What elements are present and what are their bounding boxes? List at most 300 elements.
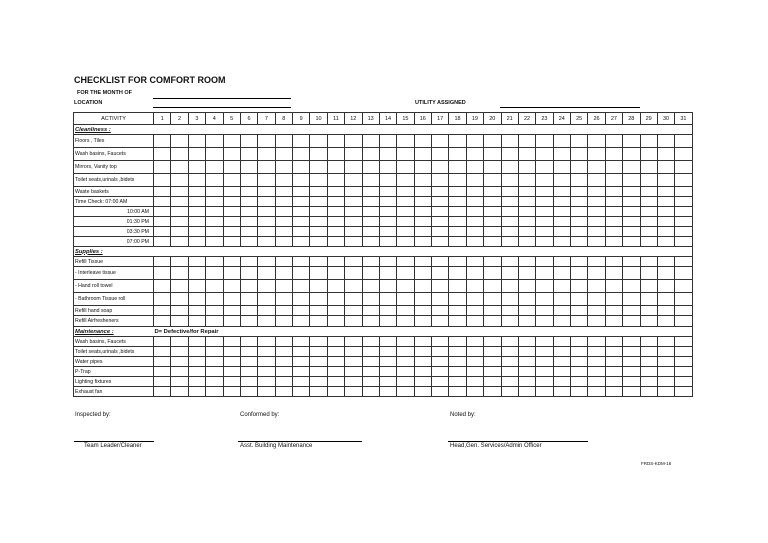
check-cell[interactable]	[379, 161, 396, 174]
check-cell[interactable]	[310, 280, 327, 293]
check-cell[interactable]	[379, 357, 396, 367]
check-cell[interactable]	[623, 187, 640, 197]
check-cell[interactable]	[275, 387, 292, 397]
check-cell[interactable]	[327, 316, 344, 327]
check-cell[interactable]	[414, 293, 431, 306]
check-cell[interactable]	[501, 387, 518, 397]
check-cell[interactable]	[675, 357, 692, 367]
check-cell[interactable]	[501, 187, 518, 197]
check-cell[interactable]	[188, 227, 205, 237]
check-cell[interactable]	[466, 387, 483, 397]
check-cell[interactable]	[466, 280, 483, 293]
check-cell[interactable]	[640, 293, 657, 306]
check-cell[interactable]	[536, 227, 553, 237]
check-cell[interactable]	[240, 316, 257, 327]
check-cell[interactable]	[188, 316, 205, 327]
check-cell[interactable]	[449, 337, 466, 347]
check-cell[interactable]	[275, 337, 292, 347]
check-cell[interactable]	[240, 337, 257, 347]
check-cell[interactable]	[258, 237, 275, 247]
check-cell[interactable]	[258, 197, 275, 207]
check-cell[interactable]	[223, 387, 240, 397]
check-cell[interactable]	[623, 148, 640, 161]
check-cell[interactable]	[258, 187, 275, 197]
check-cell[interactable]	[154, 257, 171, 267]
check-cell[interactable]	[345, 135, 362, 148]
check-cell[interactable]	[605, 337, 622, 347]
check-cell[interactable]	[501, 357, 518, 367]
check-cell[interactable]	[293, 293, 310, 306]
check-cell[interactable]	[466, 161, 483, 174]
check-cell[interactable]	[657, 367, 674, 377]
check-cell[interactable]	[414, 337, 431, 347]
check-cell[interactable]	[258, 377, 275, 387]
check-cell[interactable]	[605, 237, 622, 247]
check-cell[interactable]	[553, 316, 570, 327]
check-cell[interactable]	[310, 187, 327, 197]
check-cell[interactable]	[240, 377, 257, 387]
check-cell[interactable]	[588, 347, 605, 357]
check-cell[interactable]	[657, 377, 674, 387]
check-cell[interactable]	[449, 217, 466, 227]
check-cell[interactable]	[397, 148, 414, 161]
check-cell[interactable]	[414, 387, 431, 397]
check-cell[interactable]	[397, 207, 414, 217]
check-cell[interactable]	[501, 257, 518, 267]
check-cell[interactable]	[501, 337, 518, 347]
check-cell[interactable]	[553, 161, 570, 174]
check-cell[interactable]	[258, 280, 275, 293]
check-cell[interactable]	[449, 227, 466, 237]
check-cell[interactable]	[223, 217, 240, 227]
check-cell[interactable]	[432, 306, 449, 316]
check-cell[interactable]	[675, 280, 692, 293]
check-cell[interactable]	[206, 387, 223, 397]
check-cell[interactable]	[379, 197, 396, 207]
check-cell[interactable]	[345, 148, 362, 161]
check-cell[interactable]	[223, 207, 240, 217]
check-cell[interactable]	[640, 227, 657, 237]
check-cell[interactable]	[640, 217, 657, 227]
check-cell[interactable]	[171, 387, 188, 397]
check-cell[interactable]	[623, 207, 640, 217]
check-cell[interactable]	[171, 377, 188, 387]
check-cell[interactable]	[553, 337, 570, 347]
check-cell[interactable]	[449, 207, 466, 217]
check-cell[interactable]	[553, 306, 570, 316]
check-cell[interactable]	[466, 357, 483, 367]
check-cell[interactable]	[258, 257, 275, 267]
check-cell[interactable]	[675, 257, 692, 267]
check-cell[interactable]	[258, 347, 275, 357]
check-cell[interactable]	[623, 377, 640, 387]
check-cell[interactable]	[188, 257, 205, 267]
check-cell[interactable]	[553, 237, 570, 247]
check-cell[interactable]	[293, 357, 310, 367]
check-cell[interactable]	[345, 306, 362, 316]
check-cell[interactable]	[484, 387, 501, 397]
check-cell[interactable]	[640, 347, 657, 357]
check-cell[interactable]	[171, 148, 188, 161]
check-cell[interactable]	[484, 357, 501, 367]
check-cell[interactable]	[675, 174, 692, 187]
check-cell[interactable]	[379, 237, 396, 247]
check-cell[interactable]	[501, 148, 518, 161]
check-cell[interactable]	[640, 367, 657, 377]
check-cell[interactable]	[345, 377, 362, 387]
check-cell[interactable]	[536, 197, 553, 207]
check-cell[interactable]	[466, 135, 483, 148]
check-cell[interactable]	[657, 267, 674, 280]
check-cell[interactable]	[466, 237, 483, 247]
check-cell[interactable]	[275, 237, 292, 247]
check-cell[interactable]	[171, 197, 188, 207]
check-cell[interactable]	[379, 306, 396, 316]
check-cell[interactable]	[571, 306, 588, 316]
check-cell[interactable]	[518, 207, 535, 217]
check-cell[interactable]	[484, 337, 501, 347]
check-cell[interactable]	[188, 174, 205, 187]
check-cell[interactable]	[223, 357, 240, 367]
check-cell[interactable]	[206, 227, 223, 237]
check-cell[interactable]	[258, 217, 275, 227]
check-cell[interactable]	[379, 293, 396, 306]
check-cell[interactable]	[223, 293, 240, 306]
check-cell[interactable]	[553, 197, 570, 207]
check-cell[interactable]	[414, 135, 431, 148]
check-cell[interactable]	[362, 257, 379, 267]
check-cell[interactable]	[571, 187, 588, 197]
check-cell[interactable]	[258, 293, 275, 306]
check-cell[interactable]	[536, 306, 553, 316]
check-cell[interactable]	[588, 306, 605, 316]
check-cell[interactable]	[397, 257, 414, 267]
check-cell[interactable]	[414, 197, 431, 207]
check-cell[interactable]	[223, 306, 240, 316]
check-cell[interactable]	[449, 293, 466, 306]
check-cell[interactable]	[432, 187, 449, 197]
check-cell[interactable]	[293, 316, 310, 327]
check-cell[interactable]	[466, 367, 483, 377]
check-cell[interactable]	[188, 148, 205, 161]
check-cell[interactable]	[223, 148, 240, 161]
check-cell[interactable]	[657, 237, 674, 247]
check-cell[interactable]	[379, 217, 396, 227]
check-cell[interactable]	[432, 161, 449, 174]
check-cell[interactable]	[466, 293, 483, 306]
check-cell[interactable]	[449, 367, 466, 377]
check-cell[interactable]	[171, 217, 188, 227]
check-cell[interactable]	[154, 293, 171, 306]
check-cell[interactable]	[379, 207, 396, 217]
check-cell[interactable]	[414, 174, 431, 187]
check-cell[interactable]	[640, 161, 657, 174]
check-cell[interactable]	[310, 367, 327, 377]
check-cell[interactable]	[623, 347, 640, 357]
check-cell[interactable]	[571, 337, 588, 347]
check-cell[interactable]	[432, 267, 449, 280]
check-cell[interactable]	[675, 161, 692, 174]
check-cell[interactable]	[327, 306, 344, 316]
check-cell[interactable]	[379, 347, 396, 357]
check-cell[interactable]	[154, 306, 171, 316]
check-cell[interactable]	[571, 367, 588, 377]
check-cell[interactable]	[571, 237, 588, 247]
check-cell[interactable]	[484, 135, 501, 148]
check-cell[interactable]	[240, 267, 257, 280]
check-cell[interactable]	[571, 174, 588, 187]
check-cell[interactable]	[501, 347, 518, 357]
check-cell[interactable]	[275, 174, 292, 187]
check-cell[interactable]	[275, 217, 292, 227]
check-cell[interactable]	[240, 135, 257, 148]
check-cell[interactable]	[362, 217, 379, 227]
check-cell[interactable]	[553, 267, 570, 280]
check-cell[interactable]	[588, 387, 605, 397]
check-cell[interactable]	[310, 316, 327, 327]
check-cell[interactable]	[275, 227, 292, 237]
check-cell[interactable]	[345, 367, 362, 377]
check-cell[interactable]	[553, 174, 570, 187]
check-cell[interactable]	[605, 357, 622, 367]
check-cell[interactable]	[518, 306, 535, 316]
check-cell[interactable]	[206, 174, 223, 187]
check-cell[interactable]	[484, 207, 501, 217]
check-cell[interactable]	[501, 174, 518, 187]
check-cell[interactable]	[414, 377, 431, 387]
check-cell[interactable]	[293, 217, 310, 227]
check-cell[interactable]	[588, 135, 605, 148]
check-cell[interactable]	[449, 280, 466, 293]
check-cell[interactable]	[571, 207, 588, 217]
check-cell[interactable]	[640, 197, 657, 207]
check-cell[interactable]	[675, 306, 692, 316]
check-cell[interactable]	[675, 217, 692, 227]
check-cell[interactable]	[362, 387, 379, 397]
check-cell[interactable]	[432, 357, 449, 367]
check-cell[interactable]	[484, 197, 501, 207]
check-cell[interactable]	[362, 306, 379, 316]
check-cell[interactable]	[362, 227, 379, 237]
check-cell[interactable]	[657, 293, 674, 306]
check-cell[interactable]	[449, 306, 466, 316]
check-cell[interactable]	[275, 257, 292, 267]
check-cell[interactable]	[240, 280, 257, 293]
check-cell[interactable]	[414, 237, 431, 247]
check-cell[interactable]	[640, 357, 657, 367]
check-cell[interactable]	[310, 217, 327, 227]
check-cell[interactable]	[206, 237, 223, 247]
check-cell[interactable]	[206, 257, 223, 267]
check-cell[interactable]	[588, 174, 605, 187]
check-cell[interactable]	[310, 237, 327, 247]
check-cell[interactable]	[258, 174, 275, 187]
check-cell[interactable]	[154, 357, 171, 367]
check-cell[interactable]	[640, 377, 657, 387]
check-cell[interactable]	[484, 267, 501, 280]
check-cell[interactable]	[171, 316, 188, 327]
check-cell[interactable]	[588, 367, 605, 377]
check-cell[interactable]	[518, 217, 535, 227]
check-cell[interactable]	[484, 367, 501, 377]
check-cell[interactable]	[223, 227, 240, 237]
check-cell[interactable]	[293, 227, 310, 237]
check-cell[interactable]	[571, 316, 588, 327]
check-cell[interactable]	[310, 197, 327, 207]
check-cell[interactable]	[223, 135, 240, 148]
check-cell[interactable]	[171, 337, 188, 347]
check-cell[interactable]	[206, 161, 223, 174]
check-cell[interactable]	[345, 217, 362, 227]
check-cell[interactable]	[432, 293, 449, 306]
check-cell[interactable]	[518, 257, 535, 267]
check-cell[interactable]	[536, 257, 553, 267]
check-cell[interactable]	[327, 207, 344, 217]
check-cell[interactable]	[171, 293, 188, 306]
check-cell[interactable]	[623, 306, 640, 316]
check-cell[interactable]	[310, 387, 327, 397]
check-cell[interactable]	[188, 207, 205, 217]
check-cell[interactable]	[345, 257, 362, 267]
check-cell[interactable]	[240, 227, 257, 237]
check-cell[interactable]	[258, 135, 275, 148]
check-cell[interactable]	[206, 267, 223, 280]
check-cell[interactable]	[188, 267, 205, 280]
check-cell[interactable]	[171, 135, 188, 148]
check-cell[interactable]	[171, 161, 188, 174]
check-cell[interactable]	[449, 174, 466, 187]
check-cell[interactable]	[623, 174, 640, 187]
check-cell[interactable]	[518, 337, 535, 347]
check-cell[interactable]	[588, 148, 605, 161]
check-cell[interactable]	[397, 174, 414, 187]
check-cell[interactable]	[623, 257, 640, 267]
check-cell[interactable]	[345, 187, 362, 197]
check-cell[interactable]	[275, 267, 292, 280]
check-cell[interactable]	[536, 217, 553, 227]
check-cell[interactable]	[223, 174, 240, 187]
check-cell[interactable]	[362, 367, 379, 377]
check-cell[interactable]	[623, 217, 640, 227]
check-cell[interactable]	[675, 387, 692, 397]
check-cell[interactable]	[484, 280, 501, 293]
check-cell[interactable]	[188, 337, 205, 347]
check-cell[interactable]	[588, 217, 605, 227]
check-cell[interactable]	[275, 161, 292, 174]
check-cell[interactable]	[206, 148, 223, 161]
check-cell[interactable]	[571, 257, 588, 267]
check-cell[interactable]	[154, 377, 171, 387]
check-cell[interactable]	[623, 227, 640, 237]
check-cell[interactable]	[188, 367, 205, 377]
check-cell[interactable]	[571, 377, 588, 387]
check-cell[interactable]	[571, 347, 588, 357]
check-cell[interactable]	[675, 377, 692, 387]
check-cell[interactable]	[397, 135, 414, 148]
check-cell[interactable]	[605, 187, 622, 197]
check-cell[interactable]	[345, 280, 362, 293]
check-cell[interactable]	[640, 237, 657, 247]
check-cell[interactable]	[588, 207, 605, 217]
check-cell[interactable]	[327, 187, 344, 197]
check-cell[interactable]	[623, 337, 640, 347]
check-cell[interactable]	[154, 174, 171, 187]
check-cell[interactable]	[605, 377, 622, 387]
check-cell[interactable]	[449, 387, 466, 397]
check-cell[interactable]	[605, 197, 622, 207]
check-cell[interactable]	[571, 387, 588, 397]
check-cell[interactable]	[484, 293, 501, 306]
check-cell[interactable]	[466, 347, 483, 357]
check-cell[interactable]	[379, 387, 396, 397]
check-cell[interactable]	[362, 293, 379, 306]
check-cell[interactable]	[240, 207, 257, 217]
check-cell[interactable]	[657, 187, 674, 197]
check-cell[interactable]	[640, 174, 657, 187]
check-cell[interactable]	[432, 174, 449, 187]
check-cell[interactable]	[397, 187, 414, 197]
check-cell[interactable]	[206, 367, 223, 377]
check-cell[interactable]	[240, 347, 257, 357]
check-cell[interactable]	[536, 367, 553, 377]
check-cell[interactable]	[275, 347, 292, 357]
check-cell[interactable]	[518, 161, 535, 174]
check-cell[interactable]	[536, 174, 553, 187]
check-cell[interactable]	[275, 197, 292, 207]
check-cell[interactable]	[432, 227, 449, 237]
check-cell[interactable]	[293, 161, 310, 174]
check-cell[interactable]	[605, 367, 622, 377]
check-cell[interactable]	[188, 280, 205, 293]
check-cell[interactable]	[536, 337, 553, 347]
check-cell[interactable]	[414, 367, 431, 377]
check-cell[interactable]	[501, 237, 518, 247]
check-cell[interactable]	[310, 377, 327, 387]
check-cell[interactable]	[657, 135, 674, 148]
check-cell[interactable]	[518, 316, 535, 327]
check-cell[interactable]	[432, 316, 449, 327]
check-cell[interactable]	[397, 367, 414, 377]
check-cell[interactable]	[571, 293, 588, 306]
check-cell[interactable]	[362, 267, 379, 280]
check-cell[interactable]	[293, 257, 310, 267]
check-cell[interactable]	[588, 197, 605, 207]
check-cell[interactable]	[640, 187, 657, 197]
check-cell[interactable]	[571, 161, 588, 174]
check-cell[interactable]	[449, 377, 466, 387]
check-cell[interactable]	[657, 161, 674, 174]
check-cell[interactable]	[553, 367, 570, 377]
check-cell[interactable]	[675, 227, 692, 237]
check-cell[interactable]	[293, 280, 310, 293]
check-cell[interactable]	[605, 306, 622, 316]
check-cell[interactable]	[623, 135, 640, 148]
check-cell[interactable]	[240, 357, 257, 367]
check-cell[interactable]	[432, 337, 449, 347]
check-cell[interactable]	[605, 257, 622, 267]
check-cell[interactable]	[501, 161, 518, 174]
check-cell[interactable]	[345, 387, 362, 397]
check-cell[interactable]	[432, 377, 449, 387]
check-cell[interactable]	[657, 280, 674, 293]
check-cell[interactable]	[657, 306, 674, 316]
check-cell[interactable]	[640, 280, 657, 293]
check-cell[interactable]	[240, 217, 257, 227]
check-cell[interactable]	[623, 161, 640, 174]
check-cell[interactable]	[188, 237, 205, 247]
check-cell[interactable]	[293, 174, 310, 187]
check-cell[interactable]	[623, 280, 640, 293]
